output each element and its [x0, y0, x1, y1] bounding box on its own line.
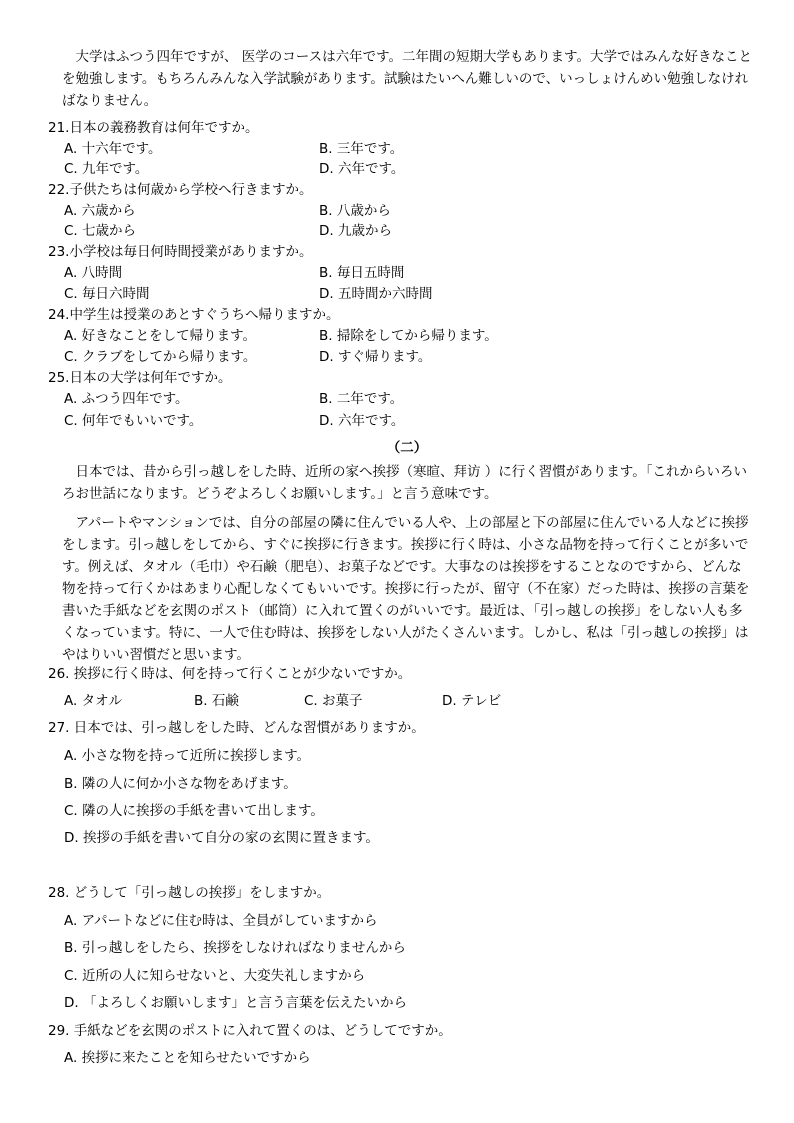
- option-22-b: B. 八歳から: [319, 203, 391, 219]
- question-26: 26. 挨拶に行く時は、何を持って行くことが少ないですか。: [48, 666, 412, 682]
- option-22-d: D. 九歳から: [319, 223, 392, 239]
- option-23-a: A. 八時間: [64, 265, 123, 281]
- section-heading: （二）: [386, 440, 428, 456]
- option-24-a: A. 好きなことをして帰ります。: [64, 328, 256, 344]
- option-29-a: A. 挨拶に来たことを知らせたいですから: [64, 1050, 311, 1066]
- option-21-d: D. 六年です。: [319, 161, 405, 177]
- option-23-d: D. 五時間か六時間: [319, 286, 433, 302]
- question-21: 21.日本の義務教育は何年ですか。: [48, 120, 259, 136]
- option-25-c: C. 何年でもいいです。: [64, 413, 203, 429]
- question-25: 25.日本の大学は何年ですか。: [48, 370, 232, 386]
- option-26-b: B. 石鹸: [194, 693, 239, 709]
- question-22: 22.子供たちは何歳から学校へ行きますか。: [48, 182, 313, 198]
- question-28: 28. どうして「引っ越しの挨拶」をしますか。: [48, 885, 331, 901]
- option-26-a: A. タオル: [64, 693, 123, 709]
- option-27-c: C. 隣の人に挨拶の手紙を書いて出します。: [64, 803, 324, 819]
- option-25-b: B. 二年です。: [319, 391, 404, 407]
- option-27-b: B. 隣の人に何か小さな物をあげます。: [64, 776, 297, 792]
- intro-paragraph: 大学はふつう四年ですが、 医学のコースは六年です。二年間の短期大学もあります。大学ではみんな好きなことを勉強します。もちろんみんな入学試験があります。試験はたいへん難しいので、いっしょけんめい勉強しなければなりません。: [62, 49, 752, 109]
- option-28-d: D. 「よろしくお願いします」と言う言葉を伝えたいから: [64, 995, 407, 1011]
- option-27-a: A. 小さな物を持って近所に挨拶します。: [64, 748, 310, 764]
- question-29: 29. 手紙などを玄関のポストに入れて置くのは、どうしてですか。: [48, 1023, 452, 1039]
- passage-paragraph-2: アパートやマンションでは、自分の部屋の隣に住んでいる人や、上の部屋と下の部屋に住んでいる人などに挨拶をします。引っ越しをしてから、すぐに挨拶に行きます。挨拶に行く時は、小さな品物を持って行くことが多いです。例えば、タオル（毛巾）や石鹸（肥皂）、お菓子などです。大事なのは挨拶をすることなのですから、どんな物を持って行くかはあまり心配しなくてもいいです。挨拶に行ったが、留守（不在家）だった時は、挨拶の言葉を書いた手紙などを玄関のポスト（邮筒）に入れて置くのがいいです。最近は、「引っ越しの挨拶」をしない人も多くなっています。特に、一人で住む時は、挨拶をしない人がたくさんいます。しかし、私は「引っ越しの挨拶」はやはりいい習慣だと思います。: [62, 515, 750, 663]
- option-22-a: A. 六歳から: [64, 203, 136, 219]
- option-23-c: C. 毎日六時間: [64, 286, 150, 302]
- option-21-b: B. 三年です。: [319, 141, 404, 157]
- option-25-d: D. 六年です。: [319, 413, 405, 429]
- option-22-c: C. 七歳から: [64, 223, 137, 239]
- option-26-c: C. お菓子: [304, 693, 363, 709]
- option-21-a: A. 十六年です。: [64, 141, 162, 157]
- question-27: 27. 日本では、引っ越しをした時、どんな習慣がありますか。: [48, 720, 425, 736]
- option-24-c: C. クラブをしてから帰ります。: [64, 349, 257, 365]
- option-27-d: D. 挨拶の手紙を書いて自分の家の玄関に置きます。: [64, 830, 379, 846]
- option-26-d: D. テレビ: [442, 693, 502, 709]
- option-24-d: D. すぐ帰ります。: [319, 349, 432, 365]
- option-28-c: C. 近所の人に知らせないと、大変失礼しますから: [64, 968, 366, 984]
- passage-paragraph-1: 日本では、昔から引っ越しをした時、近所の家へ挨拶（寒暄、拜访 ）に行く習慣があります。「これからいろいろお世話になります。どうぞよろしくお願いします。」と言う意味です。: [62, 464, 747, 502]
- option-23-b: B. 毎日五時間: [319, 265, 405, 281]
- question-24: 24.中学生は授業のあとすぐうちへ帰りますか。: [48, 307, 340, 323]
- option-25-a: A. ふつう四年です。: [64, 391, 189, 407]
- option-28-a: A. アパートなどに住む時は、全員がしていますから: [64, 913, 378, 929]
- question-23: 23.小学校は毎日何時間授業がありますか。: [48, 244, 313, 260]
- option-28-b: B. 引っ越しをしたら、挨拶をしなければなりませんから: [64, 940, 406, 956]
- option-24-b: B. 掃除をしてから帰ります。: [319, 328, 498, 344]
- option-21-c: C. 九年です。: [64, 161, 149, 177]
